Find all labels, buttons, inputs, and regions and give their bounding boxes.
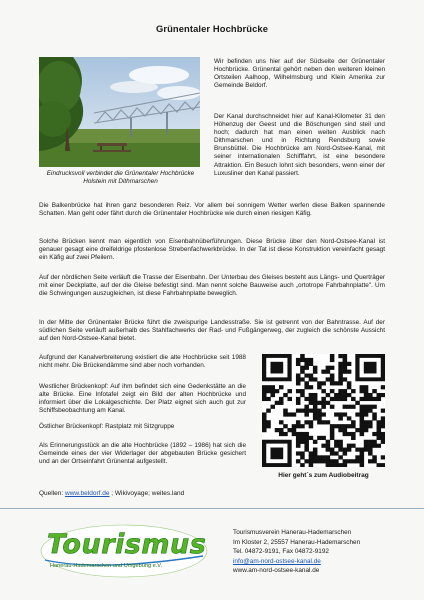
qr-code[interactable]	[262, 354, 385, 467]
contact-web: www.am-nord-ostsee-kanal.de	[233, 567, 320, 575]
sources-line	[39, 490, 184, 497]
sources-prefix: Quellen:	[39, 490, 66, 497]
beldorf-link[interactable]: www.beldorf.de	[65, 490, 110, 497]
body-paragraph-1: Die Balkenbrücke hat ihren ganz besonderen Reiz. Vor allem bei sonnigem Wetter werfen diese Balken spannende Schatten. Man geht oder fährt durch die Grünentaler Hochbrücke wie durch einen riesigen Käfig.	[39, 202, 385, 218]
body-paragraph-8: Als Erinnerungsstück an die alte Hochbrücke (1892 – 1986) hat sich die Gemeinde eines der vier Widerlager der abgebauten Brücke gesichert und an der Ortseinfahrt Grünental aufgestellt.	[39, 442, 246, 466]
body-paragraph-2: Solche Brücken kennt man eigentlich von Eisenbahnüberführungen. Diese Brücke über den Nord-Ostsee-Kanal ist genauer gesagt eine dreifeldrige pfostenlose Strebenfachwerkbrücke. In der Tat ist diese Konstruktion vereinfacht gesagt ein Käfig auf zwei Pfeilern.	[39, 238, 385, 262]
qr-label: Hier geht´s zum Audiobeitrag	[278, 472, 369, 479]
page-title: Grünentaler Hochbrücke	[155, 23, 269, 34]
logo-subtitle: Hanerau-Hademarschen und Umgebung e.V.	[50, 563, 163, 569]
intro-paragraph-1: Wir befinden uns hier auf der Südseite der Grünentaler Hochbrücke. Grünental gehört neben den weiteren kleinen Ortsteilen Aalhoop, Wilhelmsburg und Klein Amerika zur Gemeinde Beldorf.	[214, 58, 385, 90]
logo-word: Tourismus	[47, 529, 207, 560]
contact-email-link[interactable]: info@am-nord-ostsee-kanal.de	[233, 557, 321, 565]
body-paragraph-4: In der Mitte der Grünentaler Brücke führt die zweispurige Landesstraße. Sie ist getrennt von der Bahntrasse. Auf der südlichen Seite verläuft außerhalb des Stahlfachwerks der Rad- und Fußgängerweg, der zugleich die schönste Aussicht auf den Nord-Ostsee-Kanal bietet.	[39, 319, 385, 343]
intro-paragraph-2: Der Kanal durchschneidet hier auf Kanal-Kilometer 31 den Höhenzug der Geest und die Böschungen sind steil und hoch; dadurch hat man einen weiten Ausblick nach Dithmarschen und in Richtung Rendsburg sowie Brunsbüttel. Die Hochbrücke am Nord-Ostsee-Kanal, mit seiner internationalen Schifffahrt, ist eine besondere Attraktion. Ein Besuch lohnt sich besonders, wenn einer der Luxusliner den Kanal passiert.	[214, 113, 385, 177]
sources-rest: ; Wikivoyage; weites.land	[109, 490, 185, 497]
body-paragraph-6: Westlicher Brückenkopf: Auf ihm befindet sich eine Gedenkstätte an die alte Brücke. Eine Infotafel zeigt ein Bild der alten Hochbrücke und informiert über die Lokalgeschichte. Der Platz eignet sich auch gut zur Schiffsbeobachtung am Kanal.	[39, 383, 246, 415]
photo-caption: Eindrucksvoll verbindet die Grünentaler Hochbrücke Holstein mit Dithmarschen	[46, 170, 195, 185]
contact-phone: Tel. 04872-9191, Fax 04872-9192	[233, 548, 329, 556]
body-paragraph-5: Aufgrund der Kanalverbreiterung existiert die alte Hochbrücke seit 1988 nicht mehr. Die Brückendämme sind aber noch vorhanden.	[39, 354, 246, 370]
body-paragraph-3: Auf der nördlichen Seite verläuft die Trasse der Eisenbahn. Der Unterbau des Gleises besteht aus Längs- und Querträger mit einer Deckplatte, auf der die Gleise befestigt sind. Man nennt solche Bauweise auch „ortotrope Fahrbahnplatte". Um die Schwingungen auszugleichen, ist diese Fahrbahnplatte beweglich.	[39, 274, 385, 298]
contact-address: Im Kloster 2, 25557 Hanerau-Hademarschen	[233, 538, 361, 546]
bridge-photo	[39, 57, 200, 167]
body-paragraph-7: Östlicher Brückenkopf: Rastplatz mit Sitzgruppe	[39, 423, 175, 430]
contact-org: Tourismusverein Hanerau-Hademarschen	[233, 529, 352, 536]
contact-block	[233, 528, 360, 576]
footer-divider	[0, 508, 424, 509]
tourismus-logo	[39, 522, 209, 580]
